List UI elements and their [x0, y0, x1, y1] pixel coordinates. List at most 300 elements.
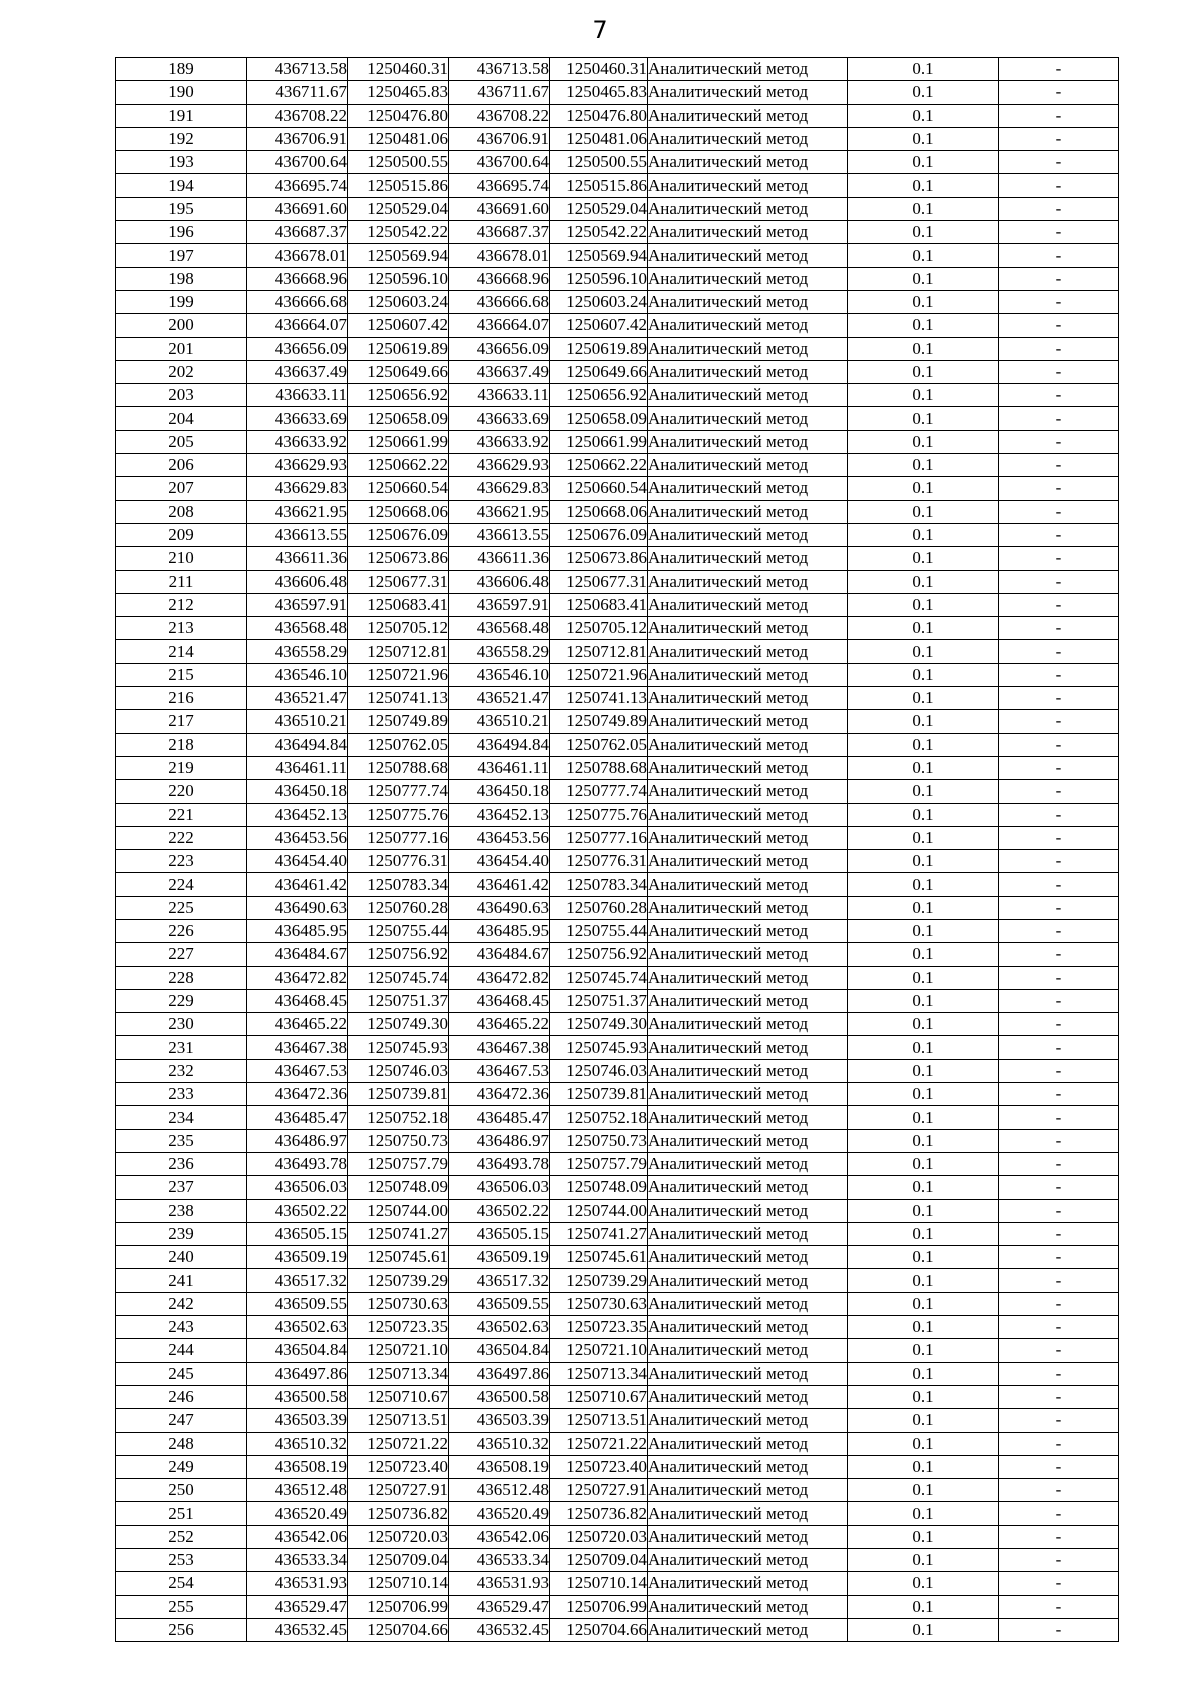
x-coordinate-new-cell: 436502.22	[449, 1199, 550, 1222]
y-coordinate-cell: 1250721.96	[348, 663, 449, 686]
point-number-cell: 249	[116, 1455, 247, 1478]
table-row	[116, 1572, 1119, 1595]
method-cell: Аналитический метод	[648, 151, 848, 174]
x-coordinate-new-cell: 436613.55	[449, 523, 550, 546]
method-cell: Аналитический метод	[648, 197, 848, 220]
accuracy-cell: 0.1	[848, 1549, 999, 1572]
y-coordinate-new-cell: 1250658.09	[550, 407, 648, 430]
method-cell: Аналитический метод	[648, 104, 848, 127]
x-coordinate-cell: 436467.53	[247, 1059, 348, 1082]
note-cell: -	[999, 1316, 1119, 1339]
x-coordinate-new-cell: 436505.15	[449, 1222, 550, 1245]
accuracy-cell: 0.1	[848, 1199, 999, 1222]
method-cell: Аналитический метод	[648, 733, 848, 756]
x-coordinate-new-cell: 436503.39	[449, 1409, 550, 1432]
y-coordinate-cell: 1250712.81	[348, 640, 449, 663]
x-coordinate-new-cell: 436510.21	[449, 710, 550, 733]
y-coordinate-cell: 1250709.04	[348, 1549, 449, 1572]
note-cell: -	[999, 1339, 1119, 1362]
table-row	[116, 477, 1119, 500]
x-coordinate-cell: 436500.58	[247, 1385, 348, 1408]
accuracy-cell: 0.1	[848, 780, 999, 803]
x-coordinate-cell: 436506.03	[247, 1176, 348, 1199]
y-coordinate-new-cell: 1250720.03	[550, 1525, 648, 1548]
x-coordinate-cell: 436678.01	[247, 244, 348, 267]
y-coordinate-cell: 1250603.24	[348, 290, 449, 313]
accuracy-cell: 0.1	[848, 267, 999, 290]
y-coordinate-new-cell: 1250712.81	[550, 640, 648, 663]
method-cell: Аналитический метод	[648, 81, 848, 104]
point-number-cell: 234	[116, 1106, 247, 1129]
note-cell: -	[999, 523, 1119, 546]
table-row	[116, 850, 1119, 873]
y-coordinate-cell: 1250656.92	[348, 384, 449, 407]
accuracy-cell: 0.1	[848, 617, 999, 640]
y-coordinate-cell: 1250736.82	[348, 1502, 449, 1525]
y-coordinate-cell: 1250515.86	[348, 174, 449, 197]
table-row	[116, 1385, 1119, 1408]
table-row	[116, 1106, 1119, 1129]
accuracy-cell: 0.1	[848, 477, 999, 500]
note-cell: -	[999, 1549, 1119, 1572]
table-row	[116, 1246, 1119, 1269]
y-coordinate-cell: 1250677.31	[348, 570, 449, 593]
method-cell: Аналитический метод	[648, 1059, 848, 1082]
method-cell: Аналитический метод	[648, 174, 848, 197]
method-cell: Аналитический метод	[648, 593, 848, 616]
point-number-cell: 200	[116, 314, 247, 337]
point-number-cell: 237	[116, 1176, 247, 1199]
y-coordinate-new-cell: 1250662.22	[550, 454, 648, 477]
table-row	[116, 1595, 1119, 1618]
point-number-cell: 244	[116, 1339, 247, 1362]
y-coordinate-new-cell: 1250603.24	[550, 290, 648, 313]
table-row	[116, 151, 1119, 174]
method-cell: Аналитический метод	[648, 780, 848, 803]
accuracy-cell: 0.1	[848, 687, 999, 710]
note-cell: -	[999, 663, 1119, 686]
method-cell: Аналитический метод	[648, 1129, 848, 1152]
accuracy-cell: 0.1	[848, 640, 999, 663]
point-number-cell: 226	[116, 919, 247, 942]
x-coordinate-new-cell: 436467.53	[449, 1059, 550, 1082]
y-coordinate-cell: 1250465.83	[348, 81, 449, 104]
table-row	[116, 547, 1119, 570]
note-cell: -	[999, 733, 1119, 756]
x-coordinate-cell: 436558.29	[247, 640, 348, 663]
x-coordinate-new-cell: 436568.48	[449, 617, 550, 640]
x-coordinate-new-cell: 436606.48	[449, 570, 550, 593]
x-coordinate-new-cell: 436597.91	[449, 593, 550, 616]
table-row	[116, 1432, 1119, 1455]
y-coordinate-cell: 1250783.34	[348, 873, 449, 896]
note-cell: -	[999, 1152, 1119, 1175]
y-coordinate-new-cell: 1250727.91	[550, 1479, 648, 1502]
y-coordinate-cell: 1250596.10	[348, 267, 449, 290]
y-coordinate-cell: 1250481.06	[348, 127, 449, 150]
table-row	[116, 1316, 1119, 1339]
accuracy-cell: 0.1	[848, 174, 999, 197]
method-cell: Аналитический метод	[648, 547, 848, 570]
table-row	[116, 1479, 1119, 1502]
y-coordinate-cell: 1250739.81	[348, 1083, 449, 1106]
x-coordinate-cell: 436493.78	[247, 1152, 348, 1175]
y-coordinate-new-cell: 1250481.06	[550, 127, 648, 150]
method-cell: Аналитический метод	[648, 710, 848, 733]
x-coordinate-new-cell: 436611.36	[449, 547, 550, 570]
accuracy-cell: 0.1	[848, 1618, 999, 1641]
x-coordinate-cell: 436509.19	[247, 1246, 348, 1269]
point-number-cell: 239	[116, 1222, 247, 1245]
table-row	[116, 1129, 1119, 1152]
note-cell: -	[999, 174, 1119, 197]
table-row	[116, 1152, 1119, 1175]
y-coordinate-new-cell: 1250705.12	[550, 617, 648, 640]
accuracy-cell: 0.1	[848, 430, 999, 453]
y-coordinate-new-cell: 1250500.55	[550, 151, 648, 174]
y-coordinate-cell: 1250756.92	[348, 943, 449, 966]
accuracy-cell: 0.1	[848, 1339, 999, 1362]
table-row	[116, 663, 1119, 686]
point-number-cell: 229	[116, 989, 247, 1012]
accuracy-cell: 0.1	[848, 1385, 999, 1408]
accuracy-cell: 0.1	[848, 1106, 999, 1129]
table-row	[116, 1525, 1119, 1548]
method-cell: Аналитический метод	[648, 1013, 848, 1036]
x-coordinate-cell: 436597.91	[247, 593, 348, 616]
table-row	[116, 81, 1119, 104]
point-number-cell: 235	[116, 1129, 247, 1152]
point-number-cell: 218	[116, 733, 247, 756]
table-row	[116, 896, 1119, 919]
y-coordinate-cell: 1250662.22	[348, 454, 449, 477]
point-number-cell: 217	[116, 710, 247, 733]
x-coordinate-cell: 436504.84	[247, 1339, 348, 1362]
y-coordinate-cell: 1250619.89	[348, 337, 449, 360]
table-row	[116, 710, 1119, 733]
x-coordinate-cell: 436713.58	[247, 58, 348, 81]
table-row	[116, 640, 1119, 663]
x-coordinate-cell: 436450.18	[247, 780, 348, 803]
method-cell: Аналитический метод	[648, 1409, 848, 1432]
note-cell: -	[999, 1432, 1119, 1455]
x-coordinate-cell: 436502.22	[247, 1199, 348, 1222]
method-cell: Аналитический метод	[648, 221, 848, 244]
point-number-cell: 247	[116, 1409, 247, 1432]
y-coordinate-new-cell: 1250596.10	[550, 267, 648, 290]
y-coordinate-new-cell: 1250739.81	[550, 1083, 648, 1106]
x-coordinate-new-cell: 436558.29	[449, 640, 550, 663]
method-cell: Аналитический метод	[648, 314, 848, 337]
note-cell: -	[999, 1176, 1119, 1199]
note-cell: -	[999, 803, 1119, 826]
accuracy-cell: 0.1	[848, 733, 999, 756]
accuracy-cell: 0.1	[848, 989, 999, 1012]
page-number: 7	[592, 16, 608, 44]
y-coordinate-cell: 1250751.37	[348, 989, 449, 1012]
y-coordinate-new-cell: 1250569.94	[550, 244, 648, 267]
x-coordinate-cell: 436711.67	[247, 81, 348, 104]
table-row	[116, 803, 1119, 826]
note-cell: -	[999, 1385, 1119, 1408]
accuracy-cell: 0.1	[848, 547, 999, 570]
accuracy-cell: 0.1	[848, 454, 999, 477]
table-row	[116, 873, 1119, 896]
accuracy-cell: 0.1	[848, 593, 999, 616]
accuracy-cell: 0.1	[848, 1502, 999, 1525]
y-coordinate-new-cell: 1250775.76	[550, 803, 648, 826]
x-coordinate-cell: 436490.63	[247, 896, 348, 919]
y-coordinate-cell: 1250721.10	[348, 1339, 449, 1362]
y-coordinate-new-cell: 1250755.44	[550, 919, 648, 942]
x-coordinate-new-cell: 436468.45	[449, 989, 550, 1012]
method-cell: Аналитический метод	[648, 360, 848, 383]
x-coordinate-cell: 436633.11	[247, 384, 348, 407]
y-coordinate-new-cell: 1250745.61	[550, 1246, 648, 1269]
y-coordinate-cell: 1250500.55	[348, 151, 449, 174]
note-cell: -	[999, 1292, 1119, 1315]
table-row	[116, 1455, 1119, 1478]
table-row	[116, 593, 1119, 616]
x-coordinate-new-cell: 436485.47	[449, 1106, 550, 1129]
note-cell: -	[999, 337, 1119, 360]
point-number-cell: 193	[116, 151, 247, 174]
x-coordinate-new-cell: 436520.49	[449, 1502, 550, 1525]
accuracy-cell: 0.1	[848, 407, 999, 430]
y-coordinate-new-cell: 1250649.66	[550, 360, 648, 383]
method-cell: Аналитический метод	[648, 1479, 848, 1502]
method-cell: Аналитический метод	[648, 850, 848, 873]
y-coordinate-cell: 1250757.79	[348, 1152, 449, 1175]
x-coordinate-new-cell: 436484.67	[449, 943, 550, 966]
x-coordinate-cell: 436453.56	[247, 826, 348, 849]
method-cell: Аналитический метод	[648, 1549, 848, 1572]
accuracy-cell: 0.1	[848, 81, 999, 104]
y-coordinate-new-cell: 1250746.03	[550, 1059, 648, 1082]
table-row	[116, 104, 1119, 127]
method-cell: Аналитический метод	[648, 617, 848, 640]
point-number-cell: 196	[116, 221, 247, 244]
x-coordinate-cell: 436520.49	[247, 1502, 348, 1525]
accuracy-cell: 0.1	[848, 500, 999, 523]
x-coordinate-new-cell: 436691.60	[449, 197, 550, 220]
method-cell: Аналитический метод	[648, 873, 848, 896]
accuracy-cell: 0.1	[848, 1176, 999, 1199]
note-cell: -	[999, 640, 1119, 663]
y-coordinate-cell: 1250721.22	[348, 1432, 449, 1455]
x-coordinate-new-cell: 436621.95	[449, 500, 550, 523]
x-coordinate-new-cell: 436629.83	[449, 477, 550, 500]
y-coordinate-new-cell: 1250749.89	[550, 710, 648, 733]
y-coordinate-cell: 1250723.40	[348, 1455, 449, 1478]
y-coordinate-cell: 1250710.14	[348, 1572, 449, 1595]
point-number-cell: 248	[116, 1432, 247, 1455]
table-row	[116, 687, 1119, 710]
x-coordinate-new-cell: 436486.97	[449, 1129, 550, 1152]
note-cell: -	[999, 1479, 1119, 1502]
y-coordinate-cell: 1250748.09	[348, 1176, 449, 1199]
point-number-cell: 253	[116, 1549, 247, 1572]
y-coordinate-cell: 1250676.09	[348, 523, 449, 546]
x-coordinate-cell: 436532.45	[247, 1618, 348, 1641]
method-cell: Аналитический метод	[648, 1316, 848, 1339]
coordinates-table	[115, 57, 1119, 1642]
method-cell: Аналитический метод	[648, 127, 848, 150]
y-coordinate-cell: 1250749.30	[348, 1013, 449, 1036]
x-coordinate-new-cell: 436633.92	[449, 430, 550, 453]
x-coordinate-new-cell: 436494.84	[449, 733, 550, 756]
point-number-cell: 222	[116, 826, 247, 849]
note-cell: -	[999, 267, 1119, 290]
note-cell: -	[999, 687, 1119, 710]
x-coordinate-cell: 436465.22	[247, 1013, 348, 1036]
y-coordinate-cell: 1250745.93	[348, 1036, 449, 1059]
y-coordinate-new-cell: 1250673.86	[550, 547, 648, 570]
note-cell: -	[999, 919, 1119, 942]
x-coordinate-new-cell: 436509.19	[449, 1246, 550, 1269]
x-coordinate-new-cell: 436502.63	[449, 1316, 550, 1339]
accuracy-cell: 0.1	[848, 1525, 999, 1548]
x-coordinate-new-cell: 436546.10	[449, 663, 550, 686]
note-cell: -	[999, 384, 1119, 407]
y-coordinate-new-cell: 1250745.93	[550, 1036, 648, 1059]
x-coordinate-cell: 436497.86	[247, 1362, 348, 1385]
point-number-cell: 191	[116, 104, 247, 127]
x-coordinate-cell: 436531.93	[247, 1572, 348, 1595]
accuracy-cell: 0.1	[848, 221, 999, 244]
note-cell: -	[999, 81, 1119, 104]
table-row	[116, 1339, 1119, 1362]
y-coordinate-new-cell: 1250721.96	[550, 663, 648, 686]
accuracy-cell: 0.1	[848, 1152, 999, 1175]
method-cell: Аналитический метод	[648, 1269, 848, 1292]
table-row	[116, 1222, 1119, 1245]
accuracy-cell: 0.1	[848, 1595, 999, 1618]
x-coordinate-cell: 436454.40	[247, 850, 348, 873]
note-cell: -	[999, 1572, 1119, 1595]
y-coordinate-cell: 1250720.03	[348, 1525, 449, 1548]
table-row	[116, 943, 1119, 966]
y-coordinate-cell: 1250746.03	[348, 1059, 449, 1082]
table-row	[116, 523, 1119, 546]
accuracy-cell: 0.1	[848, 1013, 999, 1036]
x-coordinate-cell: 436695.74	[247, 174, 348, 197]
table-row	[116, 1549, 1119, 1572]
point-number-cell: 202	[116, 360, 247, 383]
y-coordinate-new-cell: 1250748.09	[550, 1176, 648, 1199]
accuracy-cell: 0.1	[848, 1409, 999, 1432]
accuracy-cell: 0.1	[848, 523, 999, 546]
method-cell: Аналитический метод	[648, 989, 848, 1012]
method-cell: Аналитический метод	[648, 477, 848, 500]
point-number-cell: 205	[116, 430, 247, 453]
point-number-cell: 213	[116, 617, 247, 640]
y-coordinate-new-cell: 1250713.51	[550, 1409, 648, 1432]
y-coordinate-new-cell: 1250713.34	[550, 1362, 648, 1385]
y-coordinate-new-cell: 1250749.30	[550, 1013, 648, 1036]
point-number-cell: 255	[116, 1595, 247, 1618]
accuracy-cell: 0.1	[848, 1269, 999, 1292]
accuracy-cell: 0.1	[848, 826, 999, 849]
y-coordinate-cell: 1250704.66	[348, 1618, 449, 1641]
accuracy-cell: 0.1	[848, 1059, 999, 1082]
table-row	[116, 1269, 1119, 1292]
x-coordinate-new-cell: 436472.36	[449, 1083, 550, 1106]
x-coordinate-cell: 436521.47	[247, 687, 348, 710]
y-coordinate-new-cell: 1250751.37	[550, 989, 648, 1012]
table-row	[116, 1362, 1119, 1385]
point-number-cell: 221	[116, 803, 247, 826]
point-number-cell: 231	[116, 1036, 247, 1059]
note-cell: -	[999, 1013, 1119, 1036]
point-number-cell: 199	[116, 290, 247, 313]
note-cell: -	[999, 1525, 1119, 1548]
method-cell: Аналитический метод	[648, 1339, 848, 1362]
x-coordinate-new-cell: 436656.09	[449, 337, 550, 360]
note-cell: -	[999, 477, 1119, 500]
x-coordinate-new-cell: 436687.37	[449, 221, 550, 244]
y-coordinate-cell: 1250607.42	[348, 314, 449, 337]
y-coordinate-new-cell: 1250723.35	[550, 1316, 648, 1339]
accuracy-cell: 0.1	[848, 151, 999, 174]
note-cell: -	[999, 151, 1119, 174]
note-cell: -	[999, 407, 1119, 430]
note-cell: -	[999, 850, 1119, 873]
x-coordinate-new-cell: 436454.40	[449, 850, 550, 873]
accuracy-cell: 0.1	[848, 337, 999, 360]
method-cell: Аналитический метод	[648, 1176, 848, 1199]
y-coordinate-cell: 1250752.18	[348, 1106, 449, 1129]
x-coordinate-cell: 436687.37	[247, 221, 348, 244]
y-coordinate-cell: 1250730.63	[348, 1292, 449, 1315]
x-coordinate-cell: 436706.91	[247, 127, 348, 150]
x-coordinate-new-cell: 436510.32	[449, 1432, 550, 1455]
note-cell: -	[999, 290, 1119, 313]
y-coordinate-new-cell: 1250739.29	[550, 1269, 648, 1292]
y-coordinate-cell: 1250760.28	[348, 896, 449, 919]
accuracy-cell: 0.1	[848, 1432, 999, 1455]
y-coordinate-cell: 1250683.41	[348, 593, 449, 616]
method-cell: Аналитический метод	[648, 687, 848, 710]
x-coordinate-new-cell: 436467.38	[449, 1036, 550, 1059]
x-coordinate-cell: 436568.48	[247, 617, 348, 640]
note-cell: -	[999, 1455, 1119, 1478]
y-coordinate-cell: 1250660.54	[348, 477, 449, 500]
y-coordinate-cell: 1250529.04	[348, 197, 449, 220]
table-row	[116, 197, 1119, 220]
note-cell: -	[999, 1362, 1119, 1385]
y-coordinate-new-cell: 1250668.06	[550, 500, 648, 523]
y-coordinate-new-cell: 1250776.31	[550, 850, 648, 873]
y-coordinate-cell: 1250668.06	[348, 500, 449, 523]
x-coordinate-cell: 436468.45	[247, 989, 348, 1012]
x-coordinate-new-cell: 436506.03	[449, 1176, 550, 1199]
x-coordinate-cell: 436629.83	[247, 477, 348, 500]
y-coordinate-new-cell: 1250710.14	[550, 1572, 648, 1595]
method-cell: Аналитический метод	[648, 1502, 848, 1525]
note-cell: -	[999, 221, 1119, 244]
note-cell: -	[999, 1129, 1119, 1152]
y-coordinate-cell: 1250745.74	[348, 966, 449, 989]
y-coordinate-cell: 1250713.51	[348, 1409, 449, 1432]
accuracy-cell: 0.1	[848, 896, 999, 919]
table-row	[116, 1409, 1119, 1432]
x-coordinate-cell: 436613.55	[247, 523, 348, 546]
method-cell: Аналитический метод	[648, 337, 848, 360]
y-coordinate-cell: 1250460.31	[348, 58, 449, 81]
point-number-cell: 204	[116, 407, 247, 430]
accuracy-cell: 0.1	[848, 1572, 999, 1595]
